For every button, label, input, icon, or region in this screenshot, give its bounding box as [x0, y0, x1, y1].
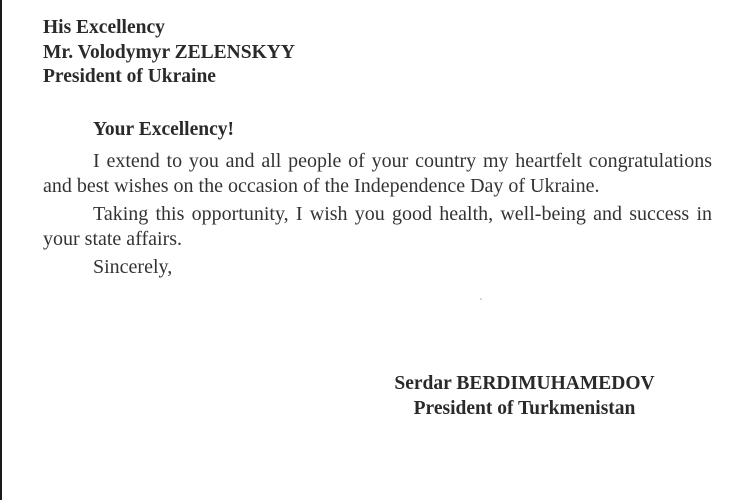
scan-artifact — [480, 298, 482, 300]
page-edge-border — [0, 0, 2, 500]
body-paragraph: Taking this opportunity, I wish you good health, well-being and success in your state affairs. — [43, 203, 712, 250]
addressee-name: Mr. Volodymyr ZELENSKYY — [43, 41, 295, 63]
signatory-title: President of Turkmenistan — [413, 398, 636, 419]
letter-body — [43, 149, 712, 280]
signatory-name: Serdar BERDIMUHAMEDOV — [394, 373, 655, 394]
addressee-title: President of Ukraine — [43, 66, 216, 87]
addressee-honorific: His Excellency — [43, 17, 165, 38]
signature-block — [383, 371, 666, 421]
salutation: Your Excellency! — [93, 119, 234, 140]
body-paragraph: I extend to you and all people of your country my heartfelt congratulations and best wishes on the occasion of the Independence Day of Ukraine. — [43, 150, 712, 197]
addressee-block — [43, 16, 295, 90]
letter-page — [43, 0, 712, 500]
closing: Sincerely, — [93, 256, 173, 278]
